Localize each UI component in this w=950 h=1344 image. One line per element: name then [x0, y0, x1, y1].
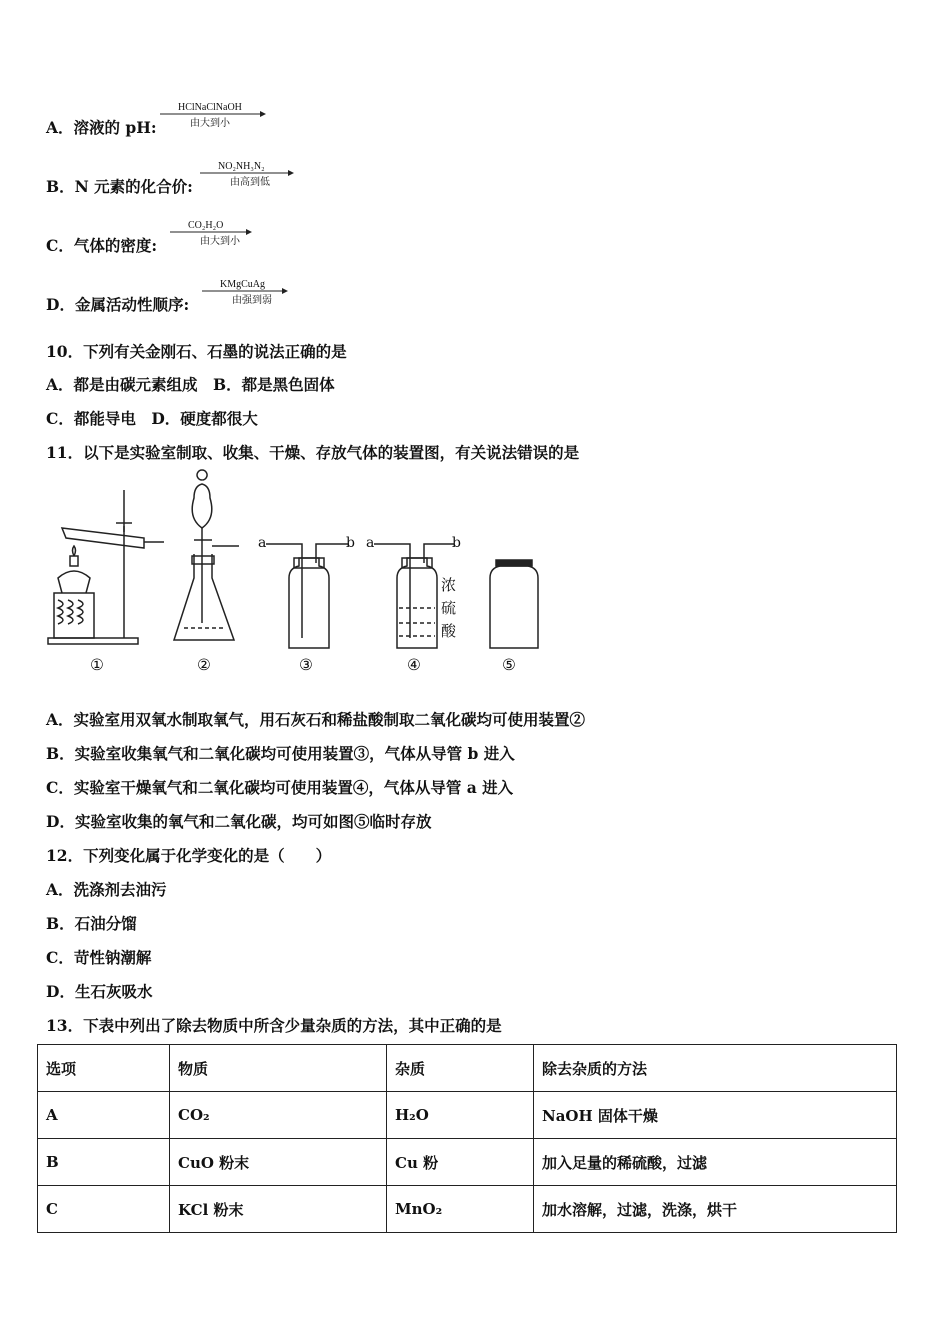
q9-option-a-label: A．溶液的 pH: [46, 118, 157, 137]
q12-option-b: B．石油分馏 [46, 914, 137, 933]
q11-option-d: D．实验室收集的氧气和二氧化碳，均可如图⑤临时存放 [46, 812, 432, 831]
cell-option: B [38, 1139, 170, 1186]
acid-char-2: 硫 [441, 599, 457, 617]
q9-option-c-arrow-top: CO₂H₂O [188, 220, 224, 231]
q11-option-c: C．实验室干燥氧气和二氧化碳均可使用装置④，气体从导管 a 进入 [46, 778, 514, 797]
figure-label-3: ③ [299, 656, 313, 674]
q9-option-b [46, 175, 193, 197]
cell-substance: CuO 粉末 [170, 1139, 387, 1186]
apparatus-4-tube-a: a [366, 535, 375, 551]
cell-impurity: H₂O [387, 1092, 534, 1139]
apparatus-5 [490, 560, 538, 648]
q9-option-b-arrow-bottom: 由高到低 [230, 177, 270, 188]
figure-label-2: ② [197, 656, 211, 674]
q12-option-c: C．苛性钠潮解 [46, 948, 152, 967]
apparatus-3 [266, 544, 349, 648]
q9-option-b-label: B．N 元素的化合价: [46, 177, 193, 196]
cell-method: NaOH 固体干燥 [534, 1092, 897, 1139]
cell-substance: KCl 粉末 [170, 1186, 387, 1233]
q10-stem: 10．下列有关金刚石、石墨的说法正确的是 [46, 342, 347, 361]
cell-option: A [38, 1092, 170, 1139]
cell-method: 加入足量的稀硫酸，过滤 [534, 1139, 897, 1186]
table-row [38, 1186, 897, 1233]
q9-option-a-arrow-bottom: 由大到小 [190, 118, 230, 129]
cell-method: 加水溶解，过滤，洗涤，烘干 [534, 1186, 897, 1233]
q13-stem: 13．下表中列出了除去物质中所含少量杂质的方法，其中正确的是 [46, 1016, 502, 1035]
header-option: 选项 [38, 1045, 170, 1092]
q11-stem: 11．以下是实验室制取、收集、干燥、存放气体的装置图，有关说法错误的是 [46, 443, 580, 462]
cell-option: C [38, 1186, 170, 1233]
acid-char-1: 浓 [441, 576, 457, 594]
apparatus-3-tube-b: b [346, 535, 355, 551]
apparatus-3-tube-a: a [258, 535, 267, 551]
header-method: 除去杂质的方法 [534, 1045, 897, 1092]
q9-option-d [46, 293, 189, 315]
q11-apparatus-figure [44, 468, 564, 682]
q9-option-c-arrow [170, 220, 260, 246]
figure-label-4: ④ [407, 656, 421, 674]
q9-option-d-arrow-top: KMgCuAg [220, 279, 266, 290]
q9-option-c-arrow-bottom: 由大到小 [200, 236, 240, 247]
apparatus-1 [48, 490, 164, 644]
apparatus-2 [174, 470, 239, 640]
q12-option-d: D．生石灰吸水 [46, 982, 153, 1001]
q10-options-row1: A．都是由碳元素组成 B．都是黑色固体 [46, 375, 335, 394]
q12-stem: 12．下列变化属于化学变化的是（ ） [46, 846, 332, 865]
q9-option-b-arrow-top: NO₂NH₃N₂ [218, 161, 265, 172]
q9-option-a-arrow [160, 102, 270, 128]
q12-option-a: A．洗涤剂去油污 [46, 880, 167, 899]
q11-option-a: A．实验室用双氧水制取氧气，用石灰石和稀盐酸制取二氧化碳均可使用装置② [46, 710, 586, 729]
q9-option-a [46, 116, 157, 138]
q9-option-b-arrow [200, 161, 300, 187]
q9-option-d-label: D．金属活动性顺序: [46, 295, 190, 314]
q9-option-c [46, 234, 157, 256]
header-substance: 物质 [170, 1045, 387, 1092]
q9-option-d-arrow-bottom: 由强到弱 [232, 295, 272, 306]
table-header-row [38, 1045, 897, 1092]
table-row [38, 1092, 897, 1139]
q11-option-b: B．实验室收集氧气和二氧化碳均可使用装置③，气体从导管 b 进入 [46, 744, 515, 763]
figure-label-1: ① [90, 656, 104, 674]
cell-substance: CO₂ [170, 1092, 387, 1139]
apparatus-drawing [44, 468, 564, 678]
cell-impurity: Cu 粉 [387, 1139, 534, 1186]
q9-option-a-arrow-top: HClNaClNaOH [178, 102, 242, 113]
q9-option-c-label: C．气体的密度: [46, 236, 158, 255]
apparatus-4-tube-b: b [452, 535, 461, 551]
q13-table [37, 1044, 897, 1233]
header-impurity: 杂质 [387, 1045, 534, 1092]
acid-char-3: 酸 [441, 622, 457, 640]
q9-option-d-arrow [202, 279, 297, 305]
table-row [38, 1139, 897, 1186]
figure-label-5: ⑤ [502, 656, 516, 674]
cell-impurity: MnO₂ [387, 1186, 534, 1233]
q10-options-row2: C．都能导电 D．硬度都很大 [46, 409, 258, 428]
